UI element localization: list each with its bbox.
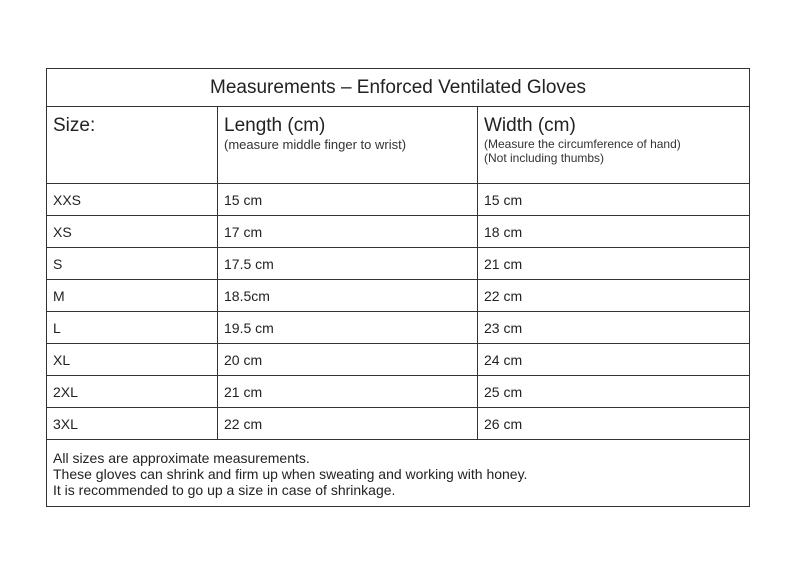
width-cell: 15 cm	[478, 184, 750, 216]
note-line: All sizes are approximate measurements.	[53, 450, 310, 466]
size-cell: S	[47, 248, 218, 280]
length-cell: 22 cm	[218, 408, 478, 440]
header-width-note-2: (Not including thumbs)	[484, 151, 605, 165]
width-cell: 26 cm	[478, 408, 750, 440]
width-cell: 25 cm	[478, 376, 750, 408]
notes-row	[47, 440, 750, 507]
header-width-label: Width (cm)	[484, 115, 576, 136]
header-length-note: (measure middle finger to wrist)	[224, 137, 407, 152]
note-line: It is recommended to go up a size in case of shrinkage.	[53, 482, 396, 498]
table-row	[47, 280, 750, 312]
length-cell: 15 cm	[218, 184, 478, 216]
note-line: These gloves can shrink and firm up when sweating and working with honey.	[53, 466, 528, 482]
size-cell: XXS	[47, 184, 218, 216]
size-cell: 2XL	[47, 376, 218, 408]
width-cell: 21 cm	[478, 248, 750, 280]
length-cell: 17 cm	[218, 216, 478, 248]
table-row	[47, 312, 750, 344]
length-cell: 17.5 cm	[218, 248, 478, 280]
size-cell: 3XL	[47, 408, 218, 440]
length-cell: 21 cm	[218, 376, 478, 408]
length-cell: 20 cm	[218, 344, 478, 376]
table-row	[47, 376, 750, 408]
length-cell: 19.5 cm	[218, 312, 478, 344]
width-cell: 24 cm	[478, 344, 750, 376]
table-row	[47, 216, 750, 248]
header-width-note-1: (Measure the circumference of hand)	[484, 137, 681, 151]
header-size-label: Size:	[53, 115, 96, 136]
notes-cell	[47, 440, 750, 507]
table-row	[47, 248, 750, 280]
table-row	[47, 184, 750, 216]
header-length	[218, 107, 478, 184]
size-cell: L	[47, 312, 218, 344]
table-row	[47, 408, 750, 440]
size-cell: XL	[47, 344, 218, 376]
header-width	[478, 107, 750, 184]
size-cell: M	[47, 280, 218, 312]
header-length-label: Length (cm)	[224, 115, 326, 136]
title-row	[47, 69, 750, 107]
header-row	[47, 107, 750, 184]
size-chart-table	[46, 68, 750, 507]
width-cell: 18 cm	[478, 216, 750, 248]
length-cell: 18.5cm	[218, 280, 478, 312]
width-cell: 22 cm	[478, 280, 750, 312]
size-cell: XS	[47, 216, 218, 248]
table-title: Measurements – Enforced Ventilated Gloves	[47, 69, 750, 107]
header-size	[47, 107, 218, 184]
width-cell: 23 cm	[478, 312, 750, 344]
table-row	[47, 344, 750, 376]
